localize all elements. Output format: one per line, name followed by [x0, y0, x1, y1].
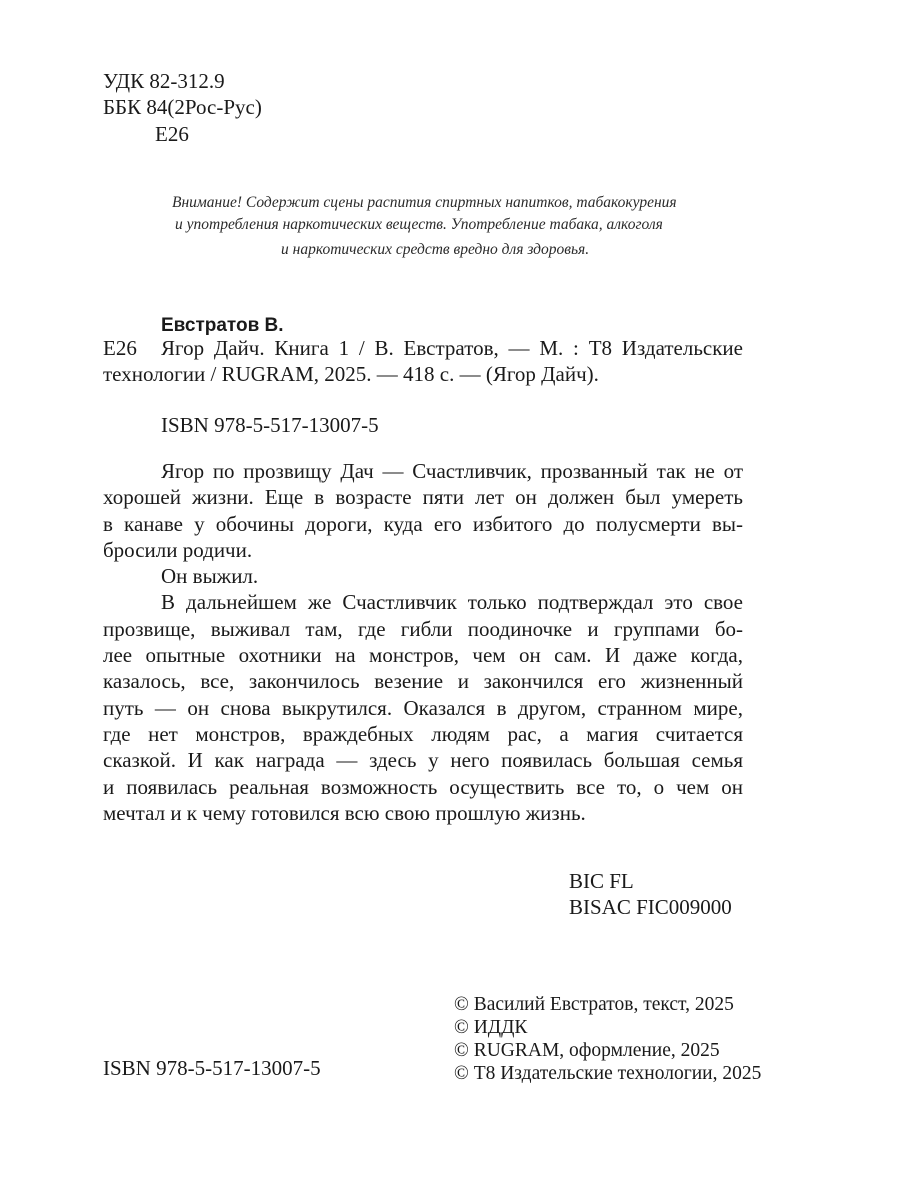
annotation-line: прозвище, выживал там, где гибли поодиночке и группами бо-	[103, 616, 743, 641]
annotation-line: в канаве у обочины дороги, куда его избитого до полусмерти вы-	[103, 511, 743, 536]
bisac-code: BISAC FIC009000	[569, 895, 732, 919]
annotation-line: сказкой. И как награда — здесь у него появилась большая семья	[103, 748, 743, 773]
bbk-code: ББК 84(2Рос-Рус)	[103, 95, 262, 119]
catalog-mark: Е26	[103, 336, 137, 360]
annotation-line: путь — он снова выкрутился. Оказался в другом, странном мире,	[103, 695, 743, 720]
annotation-line: В дальнейшем же Счастливчик только подтверждал это свое	[161, 590, 743, 615]
annotation	[103, 458, 743, 826]
copyright-line: © Василий Евстратов, текст, 2025	[454, 994, 734, 1015]
author-name: Евстратов В.	[161, 315, 284, 336]
copyright-line: © Т8 Издательские технологии, 2025	[454, 1063, 762, 1084]
warning-line: Внимание! Содержит сцены распития спиртных напитков, табакокурения	[172, 194, 677, 211]
catalog-entry-line: Ягор Дайч. Книга 1 / В. Евстратов, — М. : Т8 Издательские	[161, 336, 743, 360]
annotation-line: мечтал и к чему готовился всю свою прошлую жизнь.	[103, 800, 586, 825]
copyright-line: © RUGRAM, оформление, 2025	[454, 1040, 720, 1061]
annotation-line: лее опытные охотники на монстров, чем он сам. И даже когда,	[103, 643, 743, 668]
warning-line: и употребления наркотических веществ. Употребление табака, алкоголя	[175, 216, 663, 233]
udk-code: УДК 82-312.9	[103, 69, 225, 93]
catalog-entry-line: технологии / RUGRAM, 2025. — 418 с. — (Ягор Дайч).	[103, 362, 599, 387]
copyright-line: © ИДДК	[454, 1017, 528, 1038]
annotation-line: где нет монстров, враждебных людям рас, а магия считается	[103, 721, 743, 746]
annotation-line: и появилась реальная возможность осуществить все то, о чем он	[103, 774, 743, 799]
footer-isbn: ISBN 978-5-517-13007-5	[103, 1056, 321, 1080]
annotation-line: Ягор по прозвищу Дач — Счастливчик, прозванный так не от	[161, 459, 743, 483]
annotation-line: казалось, все, закончилось везение и закончился его жизненный	[103, 669, 743, 694]
author-mark: Е26	[155, 122, 189, 146]
catalog-isbn: ISBN 978-5-517-13007-5	[161, 413, 379, 437]
annotation-line: Он выжил.	[161, 564, 259, 589]
warning-line: и наркотических средств вредно для здоровья.	[281, 241, 590, 258]
annotation-line: бросили родичи.	[103, 537, 253, 562]
annotation-line: хорошей жизни. Еще в возрасте пяти лет он должен был умереть	[103, 485, 743, 510]
bic-code: BIC FL	[569, 869, 634, 893]
catalog-entry	[103, 335, 743, 388]
